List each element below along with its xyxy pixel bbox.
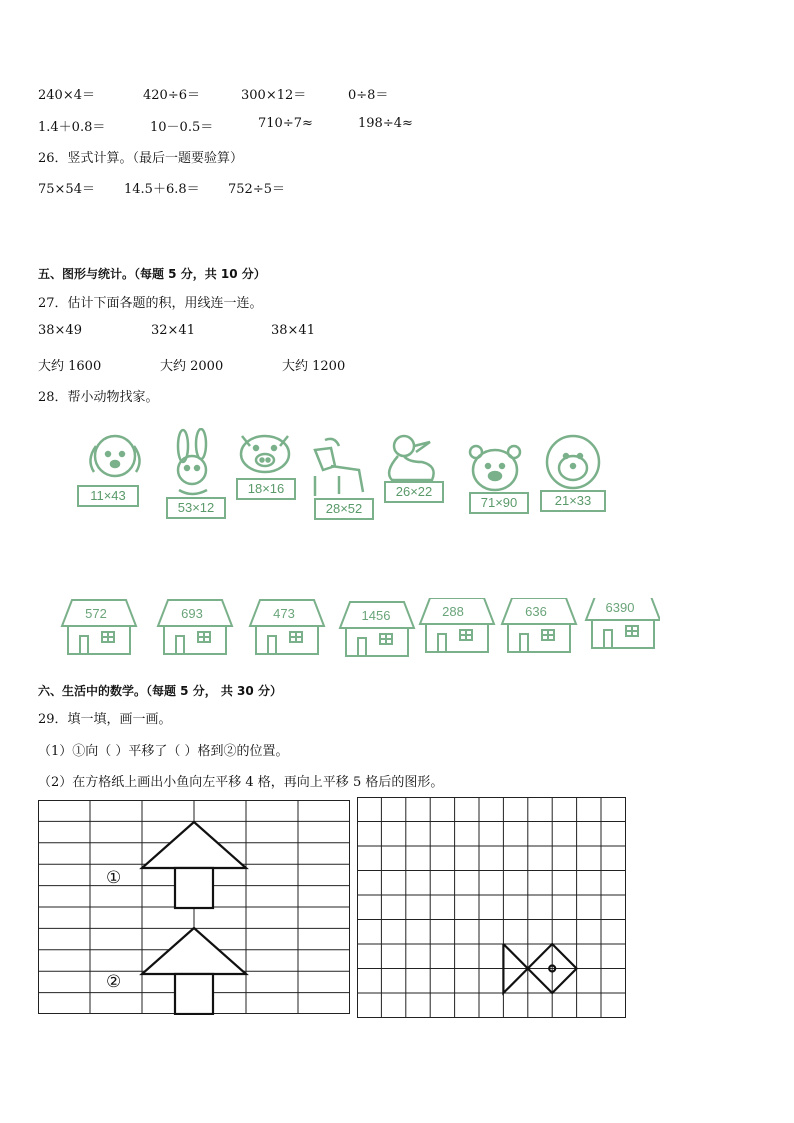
calc-item: 710÷7≈ bbox=[258, 116, 313, 131]
animal-label: 71×90 bbox=[469, 492, 529, 514]
calc-item: 420÷6＝ bbox=[143, 88, 200, 103]
calc-item: 240×4＝ bbox=[38, 88, 95, 103]
calc-item: 198÷4≈ bbox=[358, 116, 413, 131]
section-heading: 六、生活中的数学。（每题 5 分， 共 30 分） bbox=[38, 684, 282, 698]
estimate-value: 大约 1600 bbox=[38, 359, 102, 374]
marker-1: ① bbox=[106, 868, 122, 888]
question-part: （2）在方格纸上画出小鱼向左平移 4 格，再向上平移 5 格后的图形。 bbox=[38, 775, 444, 790]
calc-item: 0÷8＝ bbox=[348, 88, 389, 103]
animal-label: 53×12 bbox=[166, 497, 226, 519]
estimate-expr: 38×41 bbox=[271, 323, 315, 338]
calc-item: 10－0.5＝ bbox=[150, 120, 214, 135]
estimate-expr: 32×41 bbox=[151, 323, 195, 338]
arrow-shape-2 bbox=[142, 928, 246, 1014]
estimate-value: 大约 1200 bbox=[282, 359, 346, 374]
goat-icon bbox=[305, 436, 367, 498]
house-number: 473 bbox=[273, 606, 295, 621]
rabbit-icon bbox=[165, 428, 225, 498]
estimate-value: 大约 2000 bbox=[160, 359, 224, 374]
translation-grid bbox=[38, 800, 350, 1015]
estimate-expr: 38×49 bbox=[38, 323, 82, 338]
marker-2: ② bbox=[106, 972, 122, 992]
calc-item: 75×54＝ bbox=[38, 182, 95, 197]
question-title: 28．帮小动物找家。 bbox=[38, 390, 159, 405]
house-number: 1456 bbox=[361, 608, 391, 623]
bear-icon bbox=[466, 444, 524, 494]
pig-icon bbox=[234, 430, 296, 478]
house-number: 693 bbox=[181, 606, 203, 621]
question-title: 29．填一填，画一画。 bbox=[38, 712, 172, 727]
duck-icon bbox=[382, 432, 444, 484]
arrow-shape-1 bbox=[142, 822, 246, 908]
house-number: 636 bbox=[525, 604, 547, 619]
house-number: 288 bbox=[442, 604, 464, 619]
calc-item: 1.4＋0.8＝ bbox=[38, 120, 106, 135]
animal-label: 18×16 bbox=[236, 478, 296, 500]
animal-label: 28×52 bbox=[314, 498, 374, 520]
fish-grid bbox=[357, 797, 627, 1019]
question-title: 27．估计下面各题的积，用线连一连。 bbox=[38, 296, 263, 311]
calc-item: 14.5＋6.8＝ bbox=[124, 182, 200, 197]
question-part: （1）①向（ ）平移了（ ）格到②的位置。 bbox=[38, 744, 289, 759]
animal-label: 11×43 bbox=[77, 485, 139, 507]
animal-label: 21×33 bbox=[540, 490, 606, 512]
house-number: 572 bbox=[85, 606, 107, 621]
animal-label: 26×22 bbox=[384, 481, 444, 503]
calc-item: 300×12＝ bbox=[241, 88, 307, 103]
house-number: 6390 bbox=[605, 600, 635, 615]
monkey-icon bbox=[540, 434, 606, 490]
dog-icon bbox=[84, 430, 146, 490]
calc-item: 752÷5＝ bbox=[228, 182, 285, 197]
question-title: 26．竖式计算。（最后一题要验算） bbox=[38, 151, 244, 166]
section-heading: 五、图形与统计。（每题 5 分，共 10 分） bbox=[38, 267, 266, 281]
